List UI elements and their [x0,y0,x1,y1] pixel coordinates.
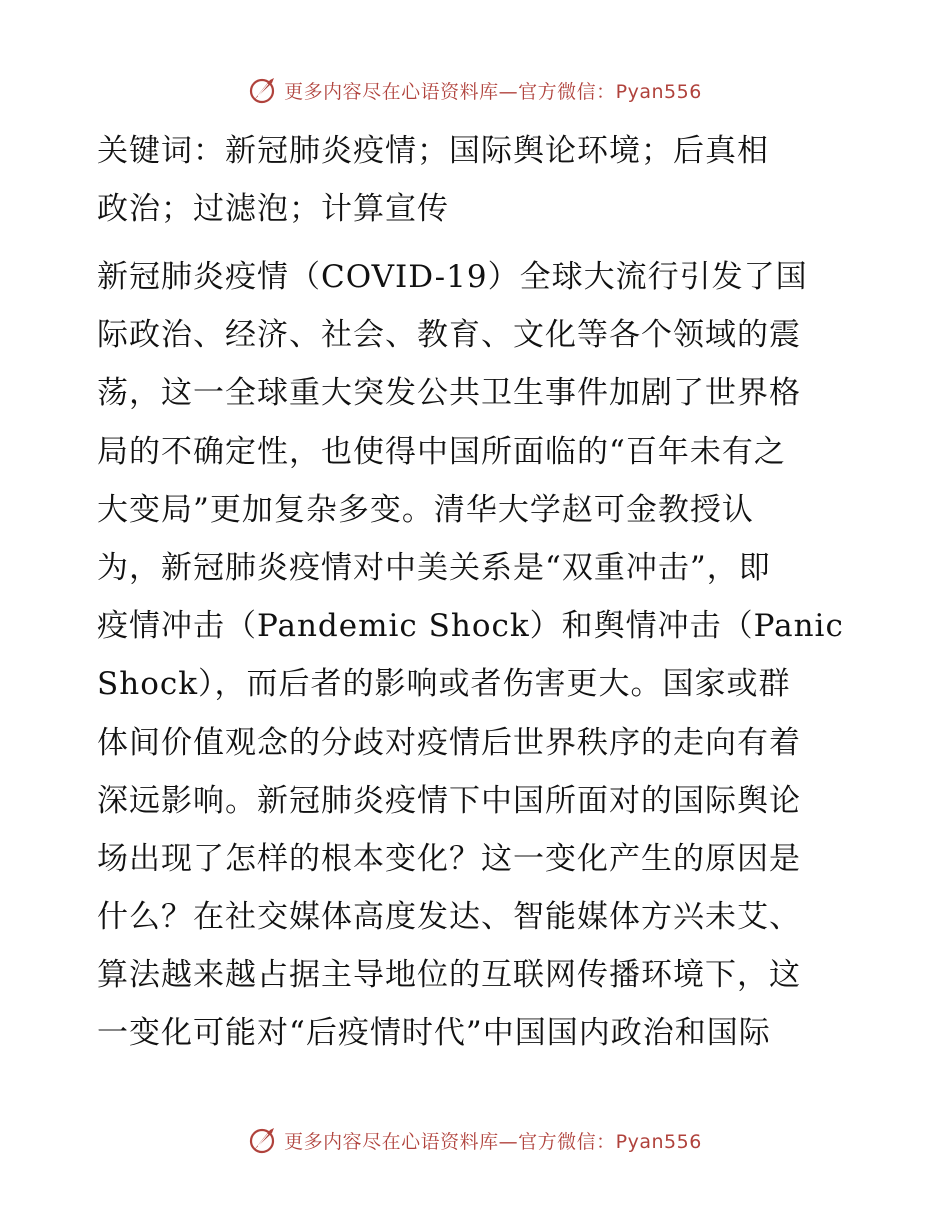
paragraph-line: 深远影响。新冠肺炎疫情下中国所面对的国际舆论 [97,782,801,819]
quill-logo-icon [248,1124,280,1156]
paragraph-line: 场出现了怎样的根本变化？这一变化产生的原因是 [97,840,801,877]
footer-banner [0,1120,950,1160]
keywords-line: 关键词：新冠肺炎疫情；国际舆论环境；后真相 [97,133,769,169]
paragraph-line: 为，新冠肺炎疫情对中美关系是“双重冲击”，即 [97,549,771,586]
paragraph-line: 什么？在社交媒体高度发达、智能媒体方兴未艾、 [97,899,801,936]
paragraph-line: 算法越来越占据主导地位的互联网传播环境下，这 [97,957,801,994]
paragraph-line: 际政治、经济、社会、教育、文化等各个领域的震 [97,317,801,354]
header-banner [0,70,950,110]
paragraph-line: 新冠肺炎疫情（COVID-19）全球大流行引发了国 [97,259,808,295]
paragraph-line: Shock），而后者的影响或者伤害更大。国家或群 [97,666,791,703]
footer-banner-text: 更多内容尽在心语资料库—官方微信：Pyan556 [284,1130,702,1153]
quill-logo-icon [248,74,280,106]
header-banner-text: 更多内容尽在心语资料库—官方微信：Pyan556 [284,80,702,103]
paragraph-line: 体间价值观念的分歧对疫情后世界秩序的走向有着 [97,724,801,761]
paragraph-line: 局的不确定性，也使得中国所面临的“百年未有之 [97,433,786,470]
paragraph-line: 荡，这一全球重大突发公共卫生事件加剧了世界格 [97,375,801,412]
keywords-block [97,122,857,238]
paragraph-line: 一变化可能对“后疫情时代”中国国内政治和国际 [97,1015,771,1052]
keywords-line: 政治；过滤泡；计算宣传 [97,191,449,227]
body-paragraph [97,248,857,1063]
paragraph-line: 大变局”更加复杂多变。清华大学赵可金教授认 [97,491,754,528]
paragraph-line: 疫情冲击（Pandemic Shock）和舆情冲击（Panic [97,608,844,645]
